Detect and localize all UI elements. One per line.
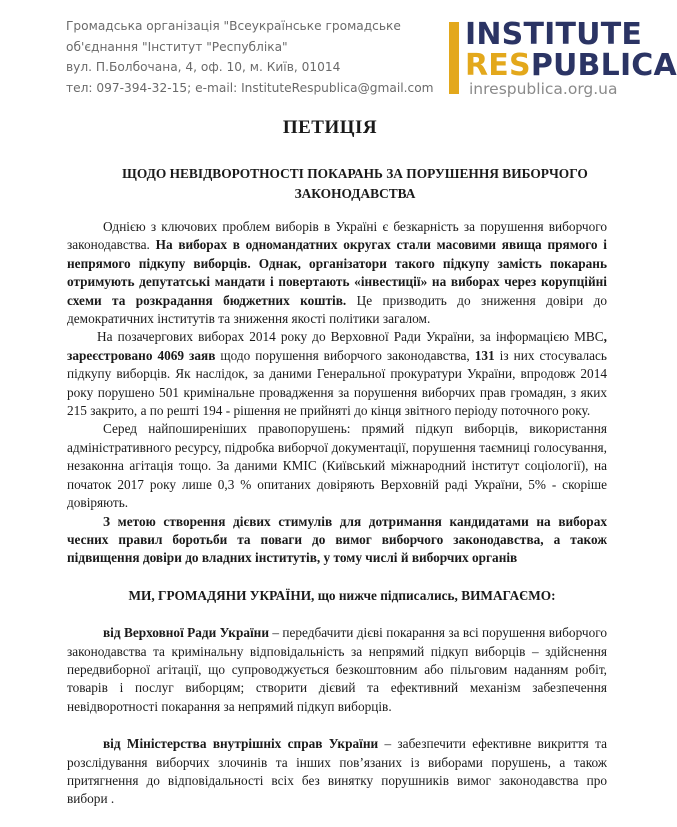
document-title: ПЕТИЦІЯ (282, 117, 378, 138)
bold-run: З метою створення дієвих стимулів для дотримання кандидатами на виборах чесних правил боротьби та поваги до вимог виборчого законодавства, а також підвищення довіри до владних інститутів, у тому числі й виборчих органів (67, 513, 607, 566)
logo-publica-part: PUBLICA (530, 48, 677, 83)
demands-heading: МИ, ГРОМАДЯНИ УКРАЇНИ, що нижче підписались, ВИМАГАЄМО: (128, 587, 556, 603)
paragraph-problem (67, 218, 607, 328)
logo-url: inrespublica.org.ua (469, 80, 618, 98)
bold-run: На виборах в одномандатних округах стали масовими явища прямого і непрямого підкупу виборців. Однак, організатори такого підкупу замість покарань отримують депутатські мандати і повертають «інвестиції» на виборах через корупційні схеми та розкрадання бюджетних коштів. (67, 237, 607, 308)
text-run: із них стосувалась підкупу виборців. Як наслідок, за даними Генеральної прокуратури України, впродовж 2014 року порушено 501 кримінальне провадження за порушення виборчих прав громадян, з яких 215 закрито, а по решті 194 - рішення не прийняті до кінця звітного періоду поточного року. (67, 347, 607, 419)
org-address-line: вул. П.Болбочана, 4, оф. 10, м. Київ, 01014 (66, 60, 341, 74)
text-run: Це призводить до зниження довіри до демократичних інститутів та зниження якості політики загалом. (67, 292, 608, 327)
bold-run: , зареєстровано 4069 заяв (67, 329, 607, 363)
logo-accent-bar (449, 22, 459, 94)
institute-republica-logo (449, 17, 677, 102)
subtitle-line-2: ЗАКОНОДАВСТВА (294, 186, 416, 201)
logo-word-respublica (465, 48, 677, 83)
requirement-addressee: від Верховної Ради України (103, 625, 270, 641)
text-run: щодо порушення виборчого законодавства, (215, 347, 475, 363)
subtitle-line-1: ЩОДО НЕВІДВОРОТНОСТІ ПОКАРАНЬ ЗА ПОРУШЕННЯ ВИБОРЧОГО (122, 166, 588, 181)
logo-res-part: RES (465, 48, 531, 83)
requirement-addressee: від Міністерства внутрішніх справ України (103, 736, 379, 752)
requirement-ministry-internal-affairs (67, 735, 607, 809)
petition-body (67, 218, 607, 809)
text-run: Однією з ключових проблем виборів в Україні є безкарність за порушення виборчого законодавства. (67, 219, 607, 253)
paragraph-statistics (67, 328, 607, 420)
organization-address-block (66, 16, 434, 98)
paragraph-purpose (67, 513, 607, 568)
text-run: На позачергових виборах 2014 року до Верховної Ради України, за інформацією МВС (97, 329, 604, 345)
document-subtitle (95, 164, 615, 204)
bold-run: 131 (474, 347, 495, 363)
paragraph-violations: Серед найпоширеніших правопорушень: прямий підкуп виборців, використання адміністративного ресурсу, підробка виборчої документації, порушення таємниці голосування, незаконна агітація тощо. За даними КМІС (Київський міжнародний інститут соціології), на початок 2017 року лише 0,3 % опитаних довіряють Верховній раді України, 5% - скоріше довіряють. (67, 421, 607, 511)
org-contacts-line: тел: 097-394-32-15; e-mail: InstituteRespublica@gmail.com (66, 80, 434, 95)
org-line: Громадська організація "Всеукраїнське громадське (66, 19, 401, 33)
logo-word-institute: INSTITUTE (465, 17, 643, 52)
requirement-text: – передбачити дієві покарання за всі порушення виборчого законодавства та кримінальну відповідальність за непрямий підкуп виборців – здійснення передвиборної агітації, що супроводжується безкоштовним або пільговим наданням робіт, товарів і послуг виборцям; створити дієвий та ефективний механізм забезпечення невідворотності покарання за непрямий підкуп виборців. (67, 625, 607, 714)
requirement-verkhovna-rada (67, 624, 607, 716)
requirement-text: – забезпечити ефективне викриття та розслідування виборчих злочинів та інших пов’язаних із виборами порушень, а також притягнення до відповідальності всіх без винятку порушників вимог законодавства про вибори . (67, 736, 607, 807)
org-line: об'єднання "Інститут "Республіка" (66, 39, 288, 54)
